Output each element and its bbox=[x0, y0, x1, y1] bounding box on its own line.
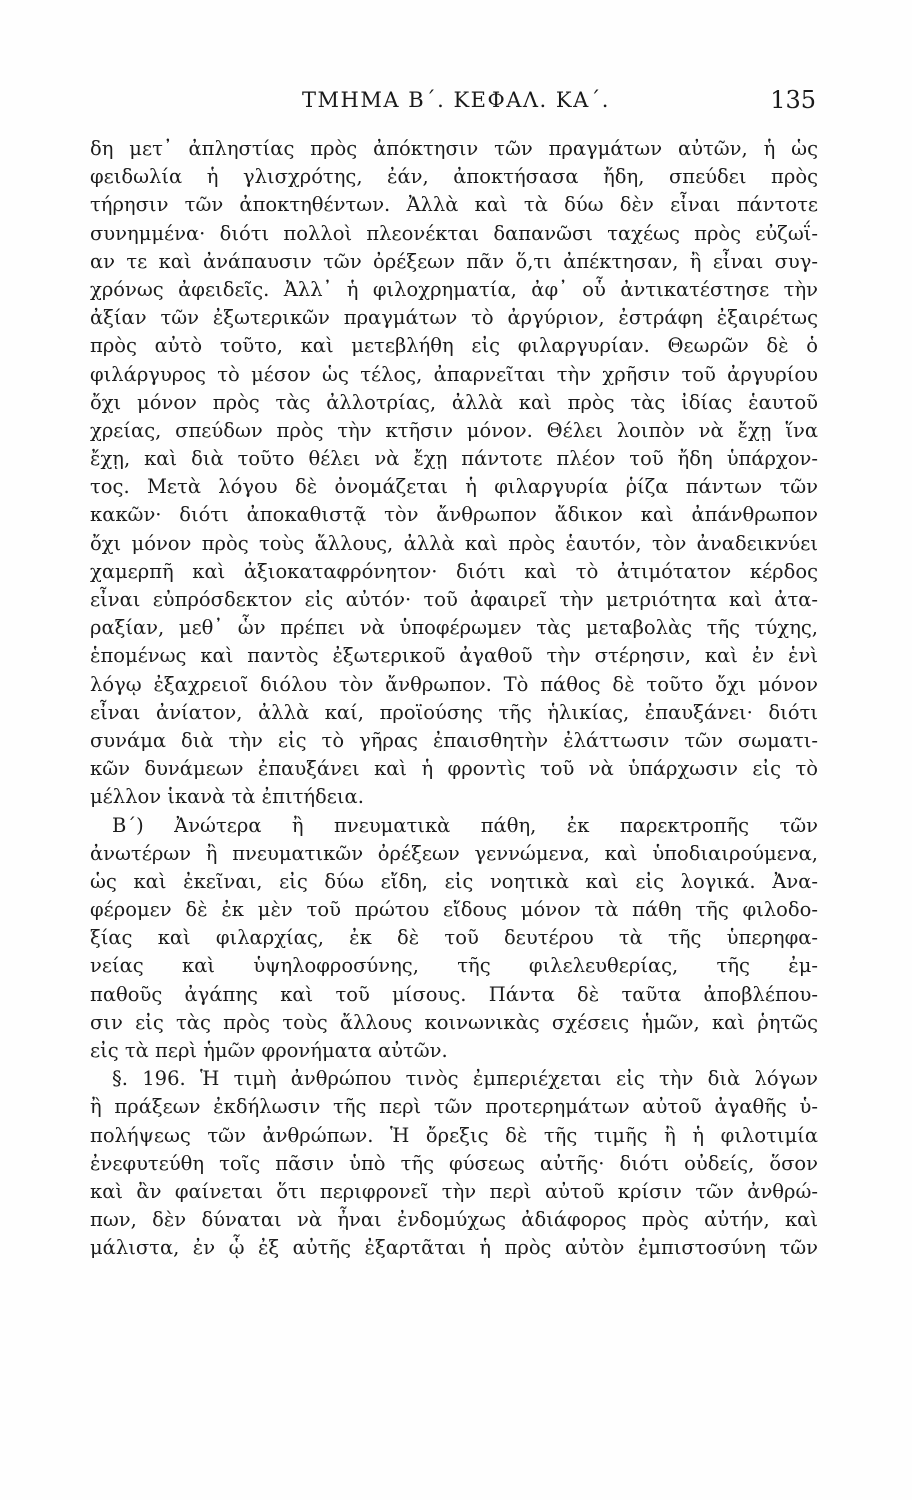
running-head bbox=[0, 86, 912, 116]
text-line: εἶναι εὐπρόσδεκτον εἰς αὐτόν· τοῦ ἀφαιρεῖ τὴν μετριότητα καὶ ἀτα- bbox=[90, 588, 818, 611]
running-title: ΤΜΗΜΑ Β΄. ΚΕΦΑΛ. ΚΑ΄. bbox=[302, 88, 610, 112]
text-line: ὄχι μόνον πρὸς τοὺς ἄλλους, ἀλλὰ καὶ πρὸς ἑαυτόν, τὸν ἀναδεικνύει bbox=[90, 531, 818, 555]
text-line: μέλλον ἱκανὰ τὰ ἐπιτήδεια. bbox=[90, 785, 364, 809]
text-line: αν τε καὶ ἀνάπαυσιν τῶν ὀρέξεων πᾶν ὅ,τι ἀπέκτησαν, ἢ εἶναι συγ- bbox=[90, 249, 818, 273]
text-line: συνάμα διὰ τὴν εἰς τὸ γῆρας ἐπαισθητὴν ἐλάττωσιν τῶν σωματι- bbox=[90, 728, 818, 752]
text-line: ὡς καὶ ἐκεῖναι, εἰς δύω εἴδη, εἰς νοητικὰ καὶ εἰς λογικά. Ἀνα- bbox=[90, 869, 818, 893]
text-line: φέρομεν δὲ ἐκ μὲν τοῦ πρώτου εἴδους μόνον τὰ πάθη τῆς φιλοδο- bbox=[90, 898, 818, 922]
text-line: κακῶν· διότι ἀποκαθιστᾷ τὸν ἄνθρωπον ἄδικον καὶ ἀπάνθρωπον bbox=[90, 503, 818, 527]
body-text bbox=[90, 135, 818, 1263]
text-line: σιν εἰς τὰς πρὸς τοὺς ἄλλους κοινωνικὰς σχέσεις ἡμῶν, καὶ ῥητῶς bbox=[90, 1010, 818, 1034]
text-line: συνημμένα· διότι πολλοὶ πλεονέκται δαπανῶσι ταχέως πρὸς εὐζωΐ- bbox=[90, 221, 818, 245]
text-line: ὄχι μόνον πρὸς τὰς ἀλλοτρίας, ἀλλὰ καὶ πρὸς τὰς ἰδίας ἑαυτοῦ bbox=[90, 390, 818, 414]
text-line: ἐνεφυτεύθη τοῖς πᾶσιν ὑπὸ τῆς φύσεως αὐτῆς· διότι οὐδείς, ὅσον bbox=[90, 1151, 818, 1175]
text-line: ἢ πράξεων ἐκδήλωσιν τῆς περὶ τῶν προτερημάτων αὐτοῦ ἀγαθῆς ὑ- bbox=[90, 1095, 818, 1119]
text-line: δη μετ᾿ ἀπληστίας πρὸς ἀπόκτησιν τῶν πραγμάτων αὐτῶν, ἡ ὡς bbox=[90, 137, 818, 160]
text-line: εἰς τὰ περὶ ἡμῶν φρονήματα αὐτῶν. bbox=[90, 1039, 448, 1062]
text-line: φειδωλία ἡ γλισχρότης, ἐάν, ἀποκτήσασα ἤδη, σπεύδει πρὸς bbox=[90, 165, 818, 189]
text-line: καὶ ἂν φαίνεται ὅτι περιφρονεῖ τὴν περὶ αὐτοῦ κρίσιν τῶν ἀνθρώ- bbox=[90, 1179, 818, 1203]
text-line: χρείας, σπεύδων πρὸς τὴν κτῆσιν μόνον. Θέλει λοιπὸν νὰ ἔχῃ ἵνα bbox=[90, 418, 818, 442]
text-line: χαμερπῆ καὶ ἀξιοκαταφρόνητον· διότι καὶ τὸ ἀτιμότατον κέρδος bbox=[90, 559, 818, 583]
page-number: 135 bbox=[770, 86, 816, 114]
text-line: §. 196. Ἡ τιμὴ ἀνθρώπου τινὸς ἐμπεριέχεται εἰς τὴν διὰ λόγων bbox=[112, 1067, 818, 1091]
text-line: μάλιστα, ἐν ᾧ ἐξ αὐτῆς ἐξαρτᾶται ἡ πρὸς αὐτὸν ἐμπιστοσύνη τῶν bbox=[90, 1236, 818, 1260]
text-line: πων, δὲν δύναται νὰ ἦναι ἐνδομύχως ἀδιάφορος πρὸς αὐτήν, καὶ bbox=[90, 1208, 818, 1232]
text-line: τήρησιν τῶν ἀποκτηθέντων. Ἀλλὰ καὶ τὰ δύω δὲν εἶναι πάντοτε bbox=[90, 193, 818, 217]
text-line: εἶναι ἀνίατον, ἀλλὰ καί, προϊούσης τῆς ἡλικίας, ἐπαυξάνει· διότι bbox=[90, 700, 818, 724]
text-line: κῶν δυνάμεων ἐπαυξάνει καὶ ἡ φροντὶς τοῦ νὰ ὑπάρχωσιν εἰς τὸ bbox=[90, 757, 818, 781]
text-line: τος. Μετὰ λόγου δὲ ὀνομάζεται ἡ φιλαργυρία ῥίζα πάντων τῶν bbox=[90, 475, 818, 499]
text-line: πολήψεως τῶν ἀνθρώπων. Ἡ ὄρεξις δὲ τῆς τιμῆς ἢ ἡ φιλοτιμία bbox=[90, 1123, 818, 1147]
text-line: πρὸς αὐτὸ τοῦτο, καὶ μετεβλήθη εἰς φιλαργυρίαν. Θεωρῶν δὲ ὁ bbox=[90, 334, 818, 358]
text-line: ἑπομένως καὶ παντὸς ἐξωτερικοῦ ἀγαθοῦ τὴν στέρησιν, καὶ ἐν ἑνὶ bbox=[90, 644, 818, 668]
text-line: λόγῳ ἐξαχρειοῖ διόλου τὸν ἄνθρωπον. Τὸ πάθος δὲ τοῦτο ὄχι μόνον bbox=[90, 672, 818, 696]
text-line: ἀξίαν τῶν ἐξωτερικῶν πραγμάτων τὸ ἀργύριον, ἐστράφη ἐξαιρέτως bbox=[90, 306, 818, 330]
text-line: ἀνωτέρων ἢ πνευματικῶν ὀρέξεων γεννώμενα, καὶ ὑποδιαιρούμενα, bbox=[90, 841, 818, 865]
text-line: παθοῦς ἀγάπης καὶ τοῦ μίσους. Πάντα δὲ ταῦτα ἀποβλέπου- bbox=[90, 982, 818, 1006]
text-line: φιλάργυρος τὸ μέσον ὡς τέλος, ἀπαρνεῖται τὴν χρῆσιν τοῦ ἀργυρίου bbox=[90, 362, 818, 386]
text-line: ἔχῃ, καὶ διὰ τοῦτο θέλει νὰ ἔχῃ πάντοτε πλέον τοῦ ἤδη ὑπάρχον- bbox=[90, 447, 818, 471]
text-line: ραξίαν, μεθ᾿ ὧν πρέπει νὰ ὑποφέρωμεν τὰς μεταβολὰς τῆς τύχης, bbox=[90, 616, 818, 640]
text-line: ξίας καὶ φιλαρχίας, ἐκ δὲ τοῦ δευτέρου τὰ τῆς ὑπερηφα- bbox=[90, 926, 818, 950]
text-line: νείας καὶ ὑψηλοφροσύνης, τῆς φιλελευθερίας, τῆς ἐμ- bbox=[90, 954, 818, 978]
text-line: χρόνως ἀφειδεῖς. Ἀλλ᾿ ἡ φιλοχρηματία, ἀφ᾿ οὗ ἀντικατέστησε τὴν bbox=[90, 277, 818, 301]
text-line: Β΄) Ἀνώτερα ἢ πνευματικὰ πάθη, ἐκ παρεκτροπῆς τῶν bbox=[112, 813, 818, 837]
